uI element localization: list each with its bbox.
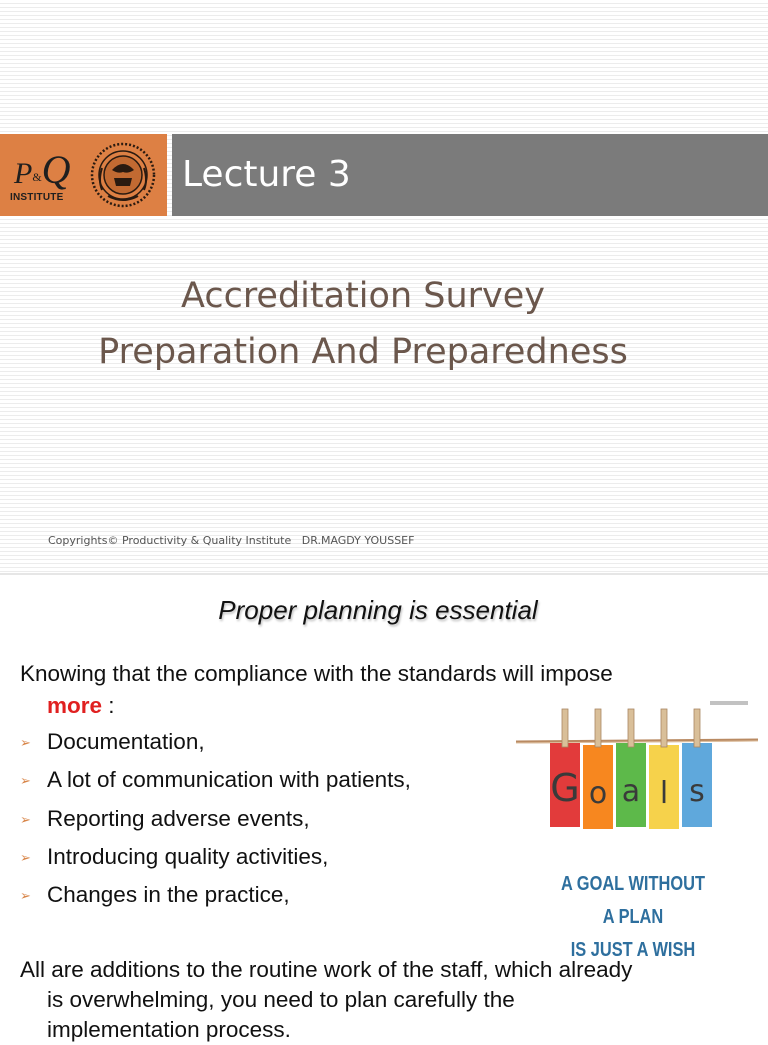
goal-letter: l bbox=[659, 776, 669, 811]
arrowhead-bullet-icon: ➢ bbox=[20, 811, 31, 827]
caption-line-1: A GOAL WITHOUT A PLAN bbox=[561, 873, 705, 928]
logo-wordmark bbox=[14, 147, 71, 192]
goal-letter: G bbox=[550, 766, 580, 810]
institute-logo bbox=[0, 134, 167, 216]
subtitle-line-2: Preparation And Preparedness bbox=[98, 332, 628, 372]
goal-letter: o bbox=[588, 776, 608, 811]
arrowhead-bullet-icon: ➢ bbox=[20, 735, 31, 750]
goal-letter: a bbox=[621, 774, 641, 809]
goal-letter-card bbox=[550, 709, 580, 827]
clothespin-icon bbox=[595, 709, 601, 747]
slide-subtitle bbox=[0, 268, 726, 380]
goal-letter-card bbox=[583, 709, 613, 829]
logo-q: Q bbox=[41, 147, 71, 192]
clothespin-icon bbox=[661, 709, 667, 747]
subtitle-line-1: Accreditation Survey bbox=[181, 276, 545, 316]
list-item-text: A lot of communication with patients, bbox=[47, 767, 411, 793]
intro-colon: : bbox=[102, 693, 115, 718]
goal-letter-card bbox=[649, 709, 679, 829]
list-item bbox=[20, 800, 411, 838]
closing-line-1: All are additions to the routine work of the staff, which already bbox=[20, 957, 633, 982]
goal-letter-card bbox=[616, 709, 646, 827]
logo-amp: & bbox=[32, 170, 42, 184]
list-item bbox=[20, 876, 411, 914]
logo-p: P bbox=[14, 157, 33, 190]
closing-line-2: is overwhelming, you need to plan carefully the bbox=[47, 987, 515, 1012]
list-item-text: Introducing quality activities, bbox=[47, 843, 329, 869]
slide-heading: Proper planning is essential bbox=[218, 595, 538, 625]
arrowhead-bullet-icon: ➢ bbox=[20, 773, 31, 789]
arrowhead-bullet-icon: ➢ bbox=[20, 849, 31, 865]
list-item bbox=[20, 838, 411, 876]
arrowhead-bullet-icon: ➢ bbox=[20, 888, 31, 904]
list-item-text: Changes in the practice, bbox=[47, 882, 290, 908]
goal-quote-caption bbox=[557, 868, 710, 967]
content-slide bbox=[0, 575, 768, 1042]
highlight-more: more bbox=[47, 693, 103, 718]
goal-letter: s bbox=[689, 774, 705, 809]
goals-clothesline-image bbox=[512, 695, 762, 845]
list-item bbox=[20, 761, 411, 799]
seal-emblem-icon bbox=[88, 140, 158, 210]
closing-paragraph bbox=[20, 955, 760, 1045]
copyright-footer: Copyrights© Productivity & Quality Institute DR.MAGDY YOUSSEF bbox=[48, 534, 415, 547]
list-item-text: Reporting adverse events, bbox=[47, 805, 310, 831]
lecture-title: Lecture 3 bbox=[182, 154, 351, 195]
list-item-text: Documentation, bbox=[47, 729, 205, 754]
bullet-list bbox=[20, 723, 411, 914]
logo-institute-text: INSTITUTE bbox=[10, 192, 64, 203]
goal-letter-card bbox=[682, 709, 712, 827]
closing-line-3: implementation process. bbox=[47, 1017, 291, 1042]
clothespin-icon bbox=[628, 709, 634, 747]
title-bar bbox=[172, 134, 768, 216]
intro-line-1: Knowing that the compliance with the standards will impose bbox=[20, 661, 613, 686]
list-item bbox=[20, 723, 411, 761]
clothespin-icon bbox=[562, 709, 568, 747]
clothespin-icon bbox=[694, 709, 700, 747]
caption-line-2: IS JUST A WISH bbox=[570, 939, 696, 961]
